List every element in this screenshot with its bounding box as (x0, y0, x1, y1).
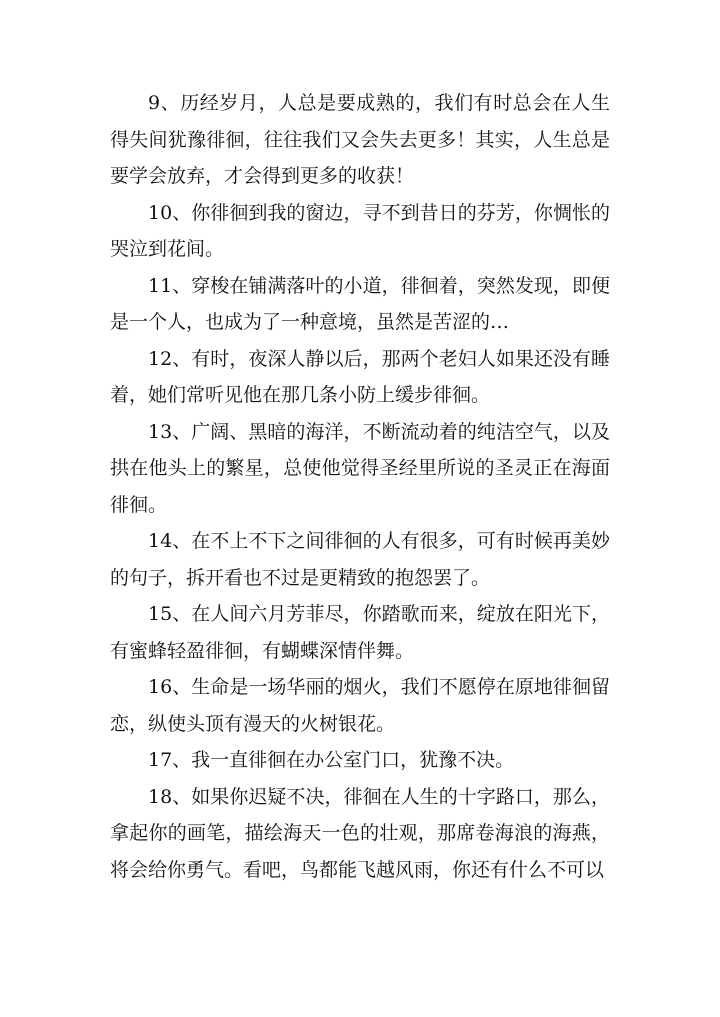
paragraph-11: 11、穿梭在铺满落叶的小道，徘徊着，突然发现，即便是一个人，也成为了一种意境，虽然是苦涩的… (110, 274, 610, 333)
paragraph-15: 15、在人间六月芳菲尽，你踏歌而来，绽放在阳光下，有蜜蜂轻盈徘徊，有蝴蝶深情伴舞。 (110, 603, 610, 662)
paragraph-12: 12、有时，夜深人静以后，那两个老妇人如果还没有睡着，她们常听见他在那几条小防上缓步徘徊。 (110, 347, 610, 406)
paragraph-17: 17、我一直徘徊在办公室门口，犹豫不决。 (148, 749, 515, 771)
paragraph-18: 18、如果你迟疑不决，徘徊在人生的十字路口，那么，拿起你的画笔，描绘海天一色的壮观，那席卷海浪的海燕，将会给你勇气。看吧，鸟都能飞越风雨，你还有什么不可以 (110, 785, 610, 881)
paragraph-16: 16、生命是一场华丽的烟火，我们不愿停在原地徘徊留恋，纵使头顶有漫天的火树银花。 (110, 676, 610, 735)
paragraph-9: 9、历经岁月，人总是要成熟的，我们有时总会在人生得失间犹豫徘徊，往往我们又会失去更多！其实，人生总是要学会放弃，才会得到更多的收获！ (110, 92, 610, 187)
paragraph-14: 14、在不上不下之间徘徊的人有很多，可有时候再美妙的句子，拆开看也不过是更精致的抱怨罢了。 (110, 530, 610, 589)
paragraph-13: 13、广阔、黑暗的海洋，不断流动着的纯洁空气，以及拱在他头上的繁星，总使他觉得圣经里所说的圣灵正在海面徘徊。 (110, 420, 610, 516)
document-body (110, 85, 610, 888)
paragraph-10: 10、你徘徊到我的窗边，寻不到昔日的芬芳，你惆怅的哭泣到花间。 (110, 201, 610, 260)
